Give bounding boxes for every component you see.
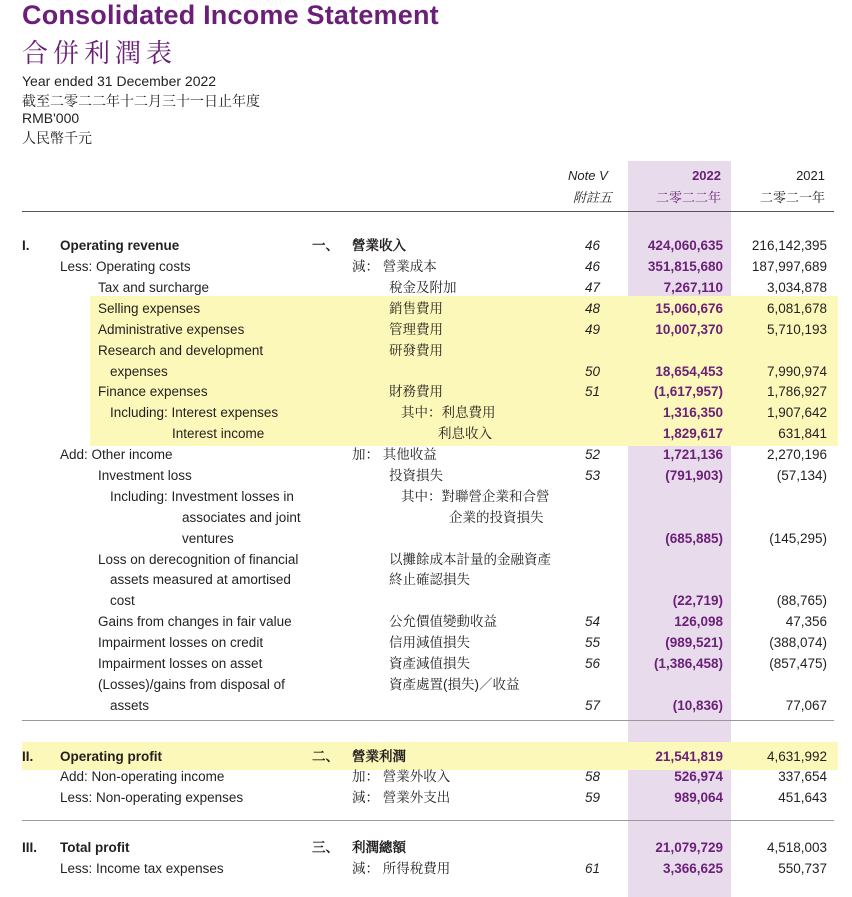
row-section-number-zh: 一、 — [312, 238, 339, 253]
row-label-zh: 管理費用 — [389, 322, 443, 337]
row-value-2022: 1,316,350 — [662, 405, 723, 420]
row-label-zh: 公允價值變動收益 — [389, 614, 497, 629]
row-label-en: (Losses)/gains from disposal of — [98, 677, 285, 692]
row-value-2021: 5,710,193 — [766, 322, 827, 337]
row-value-2022: 1,721,136 — [662, 447, 723, 462]
row-label-zh: 利息收入 — [438, 426, 492, 441]
row-value-2021: 631,841 — [778, 426, 827, 441]
table-row — [0, 402, 852, 423]
row-value-2022: 15,060,676 — [655, 301, 723, 316]
row-label-en: Finance expenses — [98, 384, 208, 399]
table-row — [0, 319, 852, 340]
table-row — [0, 486, 852, 507]
row-label-en: Add: Non-operating income — [60, 769, 225, 784]
table-row — [0, 858, 852, 879]
table-row — [0, 235, 852, 256]
row-label-en: Investment loss — [98, 468, 192, 483]
row-label-en: Impairment losses on credit — [98, 635, 264, 650]
row-note: 58 — [584, 769, 600, 784]
row-value-2022: (791,903) — [665, 468, 723, 483]
row-value-2022: 7,267,110 — [663, 280, 723, 295]
note-header-chinese: 附註五 — [573, 190, 613, 205]
row-note: 46 — [584, 238, 600, 253]
row-label-zh: 研發費用 — [389, 343, 443, 358]
table-row — [0, 381, 852, 402]
row-note: 61 — [584, 861, 600, 876]
row-value-2022: 3,366,625 — [662, 861, 723, 876]
row-label-zh: 營業收入 — [352, 238, 406, 253]
row-label-en: Selling expenses — [98, 301, 201, 316]
row-value-2022: 1,829,617 — [662, 426, 723, 441]
row-value-2022: (1,386,458) — [653, 656, 723, 671]
period-label-chinese: 截至二零二二年十二月三十一日止年度 — [22, 93, 260, 109]
row-value-2021: 1,907,642 — [766, 405, 827, 420]
row-label-en: Research and development — [98, 343, 264, 358]
row-label-en: Less: Operating costs — [60, 259, 191, 274]
row-value-2021: 77,067 — [785, 698, 827, 713]
table-row — [0, 507, 852, 528]
row-note: 59 — [584, 790, 600, 805]
row-value-2021: 4,631,992 — [766, 749, 827, 764]
row-value-2021: 451,643 — [778, 790, 827, 805]
page-title: Consolidated Income Statement — [22, 0, 439, 30]
period-label: Year ended 31 December 2022 — [22, 73, 217, 89]
page-title-chinese: 合併利潤表 — [22, 38, 178, 68]
table-row — [0, 569, 852, 590]
row-label-zh: 銷售費用 — [389, 301, 443, 316]
row-label-en: Less: Non-operating expenses — [60, 790, 244, 805]
currency-label: RMB'000 — [22, 110, 80, 126]
table-row — [0, 632, 852, 653]
row-note: 56 — [584, 656, 600, 671]
year-2021-header: 2021 — [796, 168, 825, 183]
row-value-2021: 47,356 — [785, 614, 827, 629]
row-value-2021: (857,475) — [769, 656, 827, 671]
row-value-2021: 2,270,196 — [766, 447, 827, 462]
row-section-number-zh: 二、 — [312, 749, 339, 764]
row-label-en: cost — [110, 593, 135, 608]
row-label-zh: 資產減值損失 — [389, 656, 470, 671]
row-value-2022: 21,079,729 — [655, 840, 723, 855]
row-label-zh: 減： 營業外支出 — [352, 790, 451, 805]
row-value-2022: 126,098 — [674, 614, 723, 629]
table-row — [0, 766, 852, 787]
row-value-2022: (22,719) — [672, 593, 723, 608]
table-row — [0, 256, 852, 277]
row-label-zh: 企業的投資損失 — [449, 510, 544, 525]
row-note: 54 — [584, 614, 600, 629]
row-label-zh: 利潤總額 — [352, 840, 406, 855]
row-section-number: II. — [22, 749, 34, 764]
header-divider — [22, 211, 834, 212]
row-label-en: Gains from changes in fair value — [98, 614, 292, 629]
row-value-2022: (989,521) — [665, 635, 723, 650]
row-label-en: Including: Investment losses in — [110, 489, 294, 504]
row-label-en: associates and joint — [182, 510, 301, 525]
row-label-en: Add: Other income — [60, 447, 173, 462]
row-label-zh: 其中：利息費用 — [401, 405, 496, 420]
row-label-en: Operating profit — [60, 749, 162, 764]
row-label-zh: 資產處置(損失)／收益 — [389, 677, 520, 692]
table-row — [0, 746, 852, 767]
row-value-2021: (388,074) — [769, 635, 827, 650]
row-note: 47 — [584, 280, 600, 295]
row-value-2021: 7,990,974 — [766, 364, 827, 379]
row-label-en: ventures — [182, 531, 234, 546]
row-label-en: Including: Interest expenses — [110, 405, 279, 420]
row-value-2022: (10,836) — [672, 698, 723, 713]
section-divider-1 — [22, 720, 834, 721]
row-value-2022: 18,654,453 — [655, 364, 723, 379]
row-label-zh: 投資損失 — [389, 468, 443, 483]
table-row — [0, 787, 852, 808]
row-section-number-zh: 三、 — [312, 840, 339, 855]
row-label-en: Operating revenue — [60, 238, 180, 253]
row-value-2022: 989,064 — [674, 790, 723, 805]
section-divider-2 — [22, 820, 834, 821]
row-value-2021: (88,765) — [776, 593, 827, 608]
row-value-2021: 337,654 — [778, 769, 827, 784]
table-row — [0, 611, 852, 632]
row-note: 49 — [584, 322, 600, 337]
year-2022-header-chinese: 二零二二年 — [655, 190, 721, 205]
row-label-zh: 信用減值損失 — [389, 635, 470, 650]
row-value-2022: 351,815,680 — [647, 259, 723, 274]
row-value-2021: 216,142,395 — [751, 238, 827, 253]
year-2022-header: 2022 — [692, 168, 721, 183]
row-value-2022: 526,974 — [674, 769, 723, 784]
row-value-2022: 21,541,819 — [655, 749, 723, 764]
row-label-en: Impairment losses on asset — [98, 656, 263, 671]
row-label-en: Administrative expenses — [98, 322, 245, 337]
row-label-en: Interest income — [172, 426, 265, 441]
row-label-en: assets — [110, 698, 150, 713]
row-value-2021: (57,134) — [776, 468, 827, 483]
table-row — [0, 361, 852, 382]
table-row — [0, 549, 852, 570]
year-2021-header-chinese: 二零二一年 — [759, 190, 825, 205]
row-label-en: Total profit — [60, 840, 130, 855]
row-note: 50 — [584, 364, 600, 379]
row-label-en: Less: Income tax expenses — [60, 861, 224, 876]
row-label-zh: 其中：對聯營企業和合營 — [401, 489, 550, 504]
row-note: 46 — [584, 259, 600, 274]
row-label-zh: 加： 其他收益 — [352, 447, 437, 462]
table-row — [0, 340, 852, 361]
row-note: 57 — [584, 698, 600, 713]
row-note: 53 — [584, 468, 600, 483]
row-label-en: Loss on derecognition of financial — [98, 552, 299, 567]
row-value-2021: 550,737 — [778, 861, 827, 876]
note-header: Note V — [568, 168, 608, 183]
row-value-2021: 6,081,678 — [766, 301, 827, 316]
row-value-2022: 424,060,635 — [647, 238, 723, 253]
table-row — [0, 444, 852, 465]
currency-label-chinese: 人民幣千元 — [22, 130, 92, 146]
table-row — [0, 653, 852, 674]
row-label-zh: 減： 營業成本 — [352, 259, 437, 274]
row-label-en: expenses — [110, 364, 168, 379]
table-row — [0, 837, 852, 858]
row-label-zh: 以攤餘成本計量的金融資產 — [389, 552, 551, 567]
row-note: 55 — [584, 635, 600, 650]
row-label-en: Tax and surcharge — [98, 280, 210, 295]
table-row — [0, 590, 852, 611]
row-note: 51 — [584, 384, 600, 399]
table-row — [0, 695, 852, 716]
row-note: 48 — [584, 301, 600, 316]
row-label-en: assets measured at amortised — [110, 572, 291, 587]
table-row — [0, 674, 852, 695]
row-section-number: III. — [22, 840, 38, 855]
row-value-2022: (1,617,957) — [653, 384, 723, 399]
row-value-2021: 1,786,927 — [766, 384, 827, 399]
row-label-zh: 稅金及附加 — [389, 280, 457, 295]
table-row — [0, 465, 852, 486]
table-row — [0, 528, 852, 549]
row-value-2022: 10,007,370 — [655, 322, 723, 337]
table-row — [0, 277, 852, 298]
row-value-2021: 187,997,689 — [751, 259, 827, 274]
table-row — [0, 423, 852, 444]
row-label-zh: 終止確認損失 — [389, 572, 470, 587]
table-row — [0, 298, 852, 319]
row-label-zh: 減： 所得稅費用 — [352, 861, 451, 876]
row-value-2021: 4,518,003 — [766, 840, 827, 855]
row-value-2022: (685,885) — [665, 531, 723, 546]
row-label-zh: 營業利潤 — [352, 749, 406, 764]
row-value-2021: (145,295) — [769, 531, 827, 546]
row-value-2021: 3,034,878 — [766, 280, 827, 295]
row-label-zh: 財務費用 — [389, 384, 443, 399]
row-note: 52 — [584, 447, 600, 462]
row-label-zh: 加： 營業外收入 — [352, 769, 451, 784]
row-section-number: I. — [22, 238, 30, 253]
